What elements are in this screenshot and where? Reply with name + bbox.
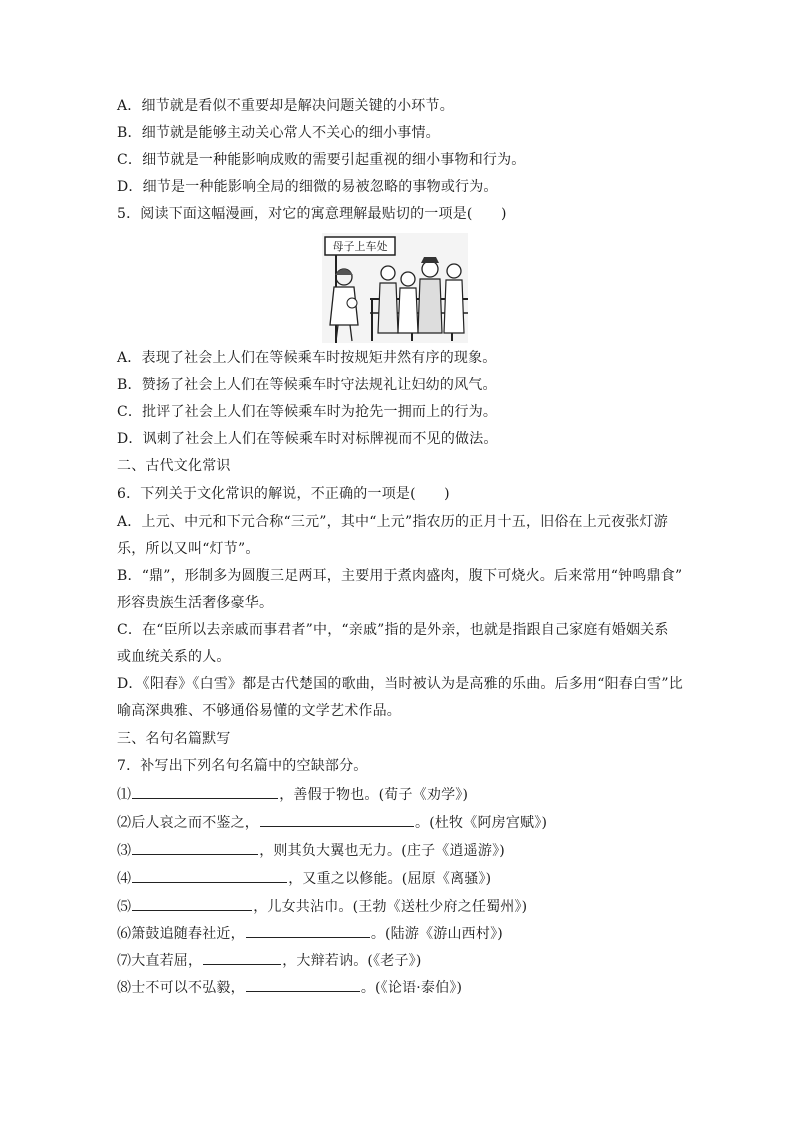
q7-item-prefix: ⑵后人哀之而不鉴之， xyxy=(117,815,259,831)
answer-blank[interactable] xyxy=(203,949,281,965)
q7-item-suffix: 。(杜牧《阿房宫赋》) xyxy=(415,815,548,831)
answer-blank[interactable] xyxy=(260,811,414,827)
answer-blank[interactable] xyxy=(246,976,360,992)
answer-blank[interactable] xyxy=(132,839,258,855)
q7-item-prefix: ⑺大直若屈， xyxy=(117,953,203,969)
q7-item-suffix: ，儿女共沾巾。(王勃《送杜少府之任蜀州》) xyxy=(253,899,528,915)
q7-item-2 xyxy=(117,811,547,831)
q5-option-a: A．表现了社会上人们在等候乘车时按规矩井然有序的现象。 xyxy=(117,350,497,366)
q7-item-prefix: ⑹箫鼓追随春社近， xyxy=(117,926,245,942)
q6-option-c-line1: C．在“臣所以去亲戚而事君者”中，“亲戚”指的是外亲，也就是指跟自己家庭有婚姻关系 xyxy=(117,622,669,638)
q7-item-prefix: ⑴ xyxy=(117,787,132,803)
q5-option-c: C．批评了社会上人们在等候乘车时为抢先一拥而上的行为。 xyxy=(117,404,498,420)
answer-blank[interactable] xyxy=(132,867,287,883)
q7-item-prefix: ⑶ xyxy=(117,843,132,859)
q6-stem: 6．下列关于文化常识的解说，不正确的一项是( ) xyxy=(117,486,450,502)
answer-blank[interactable] xyxy=(132,783,278,799)
q7-item-8 xyxy=(117,976,462,996)
q7-stem: 7．补写出下列名句名篇中的空缺部分。 xyxy=(117,758,368,774)
answer-blank[interactable] xyxy=(246,922,370,938)
q7-item-suffix: 。(《论语·泰伯》) xyxy=(360,980,463,996)
q6-option-d-line1: D．《阳春》《白雪》都是古代楚国的歌曲，当时被认为是高雅的乐曲。后多用“阳春白雪”比 xyxy=(117,676,683,692)
q6-option-b-line2: 形容贵族生活奢侈豪华。 xyxy=(117,595,274,611)
q7-item-suffix: ，大辩若讷。(《老子》) xyxy=(282,953,422,969)
q7-item-prefix: ⑸ xyxy=(117,899,132,915)
q6-option-b-line1: B．“鼎”，形制多为圆腹三足两耳，主要用于煮肉盛肉，腹下可烧火。后来常用“钟鸣鼎食” xyxy=(117,568,683,584)
q4-option-b: B．细节就是能够主动关心常人不关心的细小事情。 xyxy=(117,125,440,141)
q7-item-6 xyxy=(117,922,503,942)
q7-item-suffix: ，善假于物也。(荀子《劝学》) xyxy=(279,787,469,803)
q7-item-3 xyxy=(117,839,505,859)
q5-stem: 5．阅读下面这幅漫画，对它的寓意理解最贴切的一项是( ) xyxy=(117,206,507,222)
q7-item-5 xyxy=(117,895,527,915)
q5-option-d: D．讽刺了社会上人们在等候乘车时对标牌视而不见的做法。 xyxy=(117,431,498,447)
q7-item-suffix: ，又重之以修能。(屈原《离骚》) xyxy=(288,871,492,887)
section-heading-culture: 二、古代文化常识 xyxy=(117,458,231,474)
q5-option-b: B．赞扬了社会上人们在等候乘车时守法规礼让妇幼的风气。 xyxy=(117,377,497,393)
queue-cartoon-image xyxy=(322,233,468,343)
q4-option-d: D．细节是一种能影响全局的细微的易被忽略的事物或行为。 xyxy=(117,179,498,195)
q6-option-d-line2: 喻高深典雅、不够通俗易懂的文学艺术作品。 xyxy=(117,703,401,719)
q6-option-c-line2: 或血统关系的人。 xyxy=(117,649,231,665)
q7-item-prefix: ⑻士不可以不弘毅， xyxy=(117,980,245,996)
q4-option-c: C．细节就是一种能影响成败的需要引起重视的细小事物和行为。 xyxy=(117,152,526,168)
q7-item-7 xyxy=(117,949,422,969)
section-heading-recitation: 三、名句名篇默写 xyxy=(117,731,231,747)
q7-item-prefix: ⑷ xyxy=(117,871,132,887)
q7-item-4 xyxy=(117,867,491,887)
cartoon-sign-text: 母子上车处 xyxy=(332,240,388,253)
q6-option-a-line2: 乐，所以又叫“灯节”。 xyxy=(117,541,260,557)
q7-item-1 xyxy=(117,783,468,803)
q4-option-a: A．细节就是看似不重要却是解决问题关键的小环节。 xyxy=(117,98,454,114)
q7-item-suffix: 。(陆游《游山西村》) xyxy=(370,926,503,942)
answer-blank[interactable] xyxy=(132,895,252,911)
q6-option-a-line1: A．上元、中元和下元合称“三元”，其中“上元”指农历的正月十五，旧俗在上元夜张灯游 xyxy=(117,514,668,530)
q7-item-suffix: ，则其负大翼也无力。(庄子《逍遥游》) xyxy=(259,843,505,859)
